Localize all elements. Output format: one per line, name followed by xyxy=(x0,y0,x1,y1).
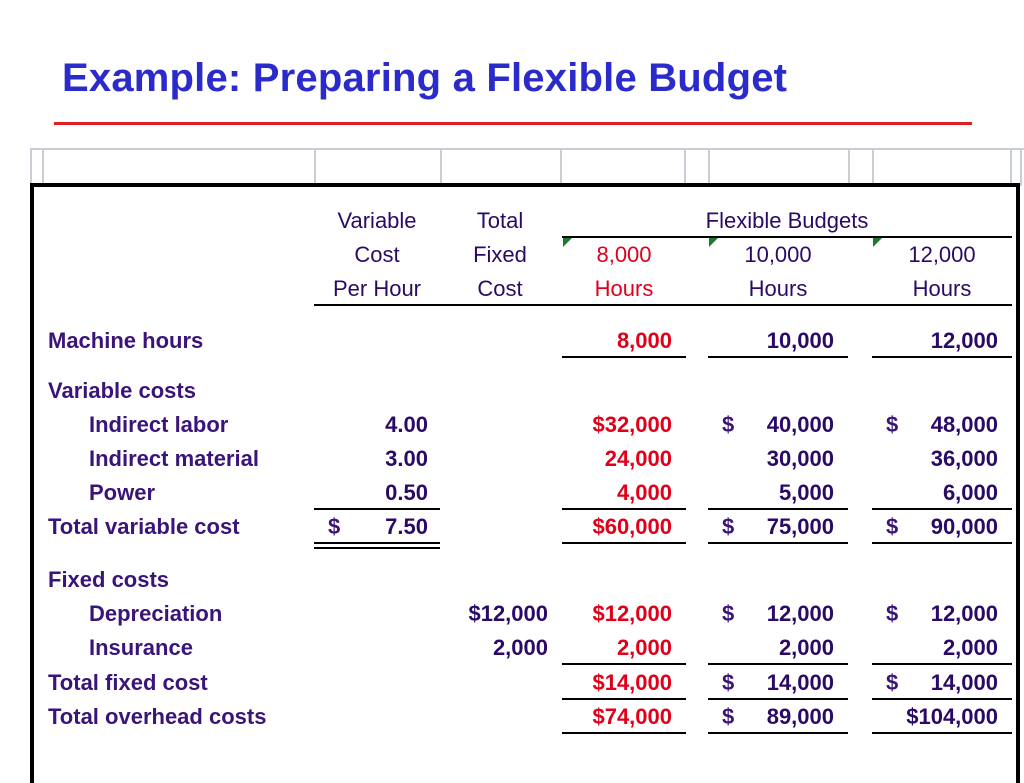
section-label: Fixed costs xyxy=(48,567,170,592)
cell-8000: $74,000 xyxy=(592,704,672,729)
cell-underline xyxy=(872,356,1012,358)
slide-title: Example: Preparing a Flexible Budget xyxy=(62,56,788,100)
row-label: Indirect labor xyxy=(89,412,229,437)
header-variable-3: Per Hour xyxy=(332,276,422,301)
dollar-sign: $ xyxy=(886,412,899,437)
cell-underline xyxy=(708,356,848,358)
dollar-sign: $ xyxy=(722,601,735,626)
dollar-sign: $ xyxy=(722,670,735,695)
cell-fixed: 2,000 xyxy=(492,635,548,660)
cell-10000: 14,000 xyxy=(766,670,834,695)
cell-12000: 14,000 xyxy=(930,670,998,695)
double-underline xyxy=(314,542,440,544)
cell-underline xyxy=(562,542,686,544)
dollar-sign: $ xyxy=(886,601,899,626)
row-label: Machine hours xyxy=(48,328,204,353)
header-12000: 12,000 xyxy=(908,242,976,267)
row-label: Total fixed cost xyxy=(48,670,208,695)
dollar-sign: $ xyxy=(722,704,735,729)
cell-rate: 3.00 xyxy=(385,446,428,471)
cell-10000: 75,000 xyxy=(766,514,834,539)
cell-8000: $60,000 xyxy=(592,514,672,539)
cell-10000: 30,000 xyxy=(766,446,834,471)
cell-underline xyxy=(708,698,848,700)
header-rule xyxy=(314,304,1012,306)
cell-underline xyxy=(708,508,848,510)
cell-underline xyxy=(562,732,686,734)
row-label: Insurance xyxy=(89,635,193,660)
cell-10000: 40,000 xyxy=(766,412,834,437)
cell-12000: 48,000 xyxy=(930,412,998,437)
cell-10000: 12,000 xyxy=(766,601,834,626)
header-variable-1: Variable xyxy=(337,208,417,233)
cell-underline xyxy=(872,732,1012,734)
dollar-sign: $ xyxy=(886,514,899,539)
header-10000-hours: Hours xyxy=(748,276,808,301)
dollar-sign: $ xyxy=(886,670,899,695)
dollar-sign: $ xyxy=(722,412,735,437)
cell-fixed: $12,000 xyxy=(468,601,548,626)
cell-12000: 2,000 xyxy=(942,635,998,660)
row-label: Power xyxy=(89,480,156,505)
cell-10000: 89,000 xyxy=(766,704,834,729)
cell-12000: 36,000 xyxy=(930,446,998,471)
header-8000-hours: Hours xyxy=(594,276,654,301)
cell-10000: 2,000 xyxy=(778,635,834,660)
cell-12000: 12,000 xyxy=(930,328,998,353)
double-underline xyxy=(314,547,440,549)
spreadsheet-grid xyxy=(0,148,1024,186)
cell-underline xyxy=(562,698,686,700)
cell-rate: 4.00 xyxy=(385,412,428,437)
cell-12000: 12,000 xyxy=(930,601,998,626)
cell-underline xyxy=(562,508,686,510)
cell-rate: 0.50 xyxy=(385,480,428,505)
header-fixed-1: Total xyxy=(476,208,524,233)
cell-underline xyxy=(314,508,440,510)
title-underline xyxy=(54,122,972,125)
cell-underline xyxy=(708,542,848,544)
header-12000-hours: Hours xyxy=(912,276,972,301)
row-label: Total overhead costs xyxy=(48,704,267,729)
cell-underline xyxy=(872,663,1012,665)
cell-underline xyxy=(708,663,848,665)
header-8000: 8,000 xyxy=(596,242,652,267)
cell-underline xyxy=(872,508,1012,510)
cell-8000: $12,000 xyxy=(592,601,672,626)
cell-12000: 6,000 xyxy=(942,480,998,505)
cell-8000: 8,000 xyxy=(616,328,672,353)
cell-10000: 10,000 xyxy=(766,328,834,353)
cell-rate: 7.50 xyxy=(385,514,428,539)
header-10000: 10,000 xyxy=(744,242,812,267)
cell-8000: 2,000 xyxy=(616,635,672,660)
header-fixed-2: Fixed xyxy=(473,242,527,267)
dollar-sign: $ xyxy=(722,514,735,539)
flexible-budgets-rule xyxy=(562,236,1012,238)
cell-underline xyxy=(872,698,1012,700)
cell-12000: 90,000 xyxy=(930,514,998,539)
cell-8000: $32,000 xyxy=(592,412,672,437)
section-label: Variable costs xyxy=(48,378,196,403)
cell-underline xyxy=(562,356,686,358)
cell-8000: $14,000 xyxy=(592,670,672,695)
row-label: Indirect material xyxy=(89,446,259,471)
cell-underline xyxy=(872,542,1012,544)
row-label: Total variable cost xyxy=(48,514,240,539)
cell-8000: 4,000 xyxy=(616,480,672,505)
header-flexible-budgets: Flexible Budgets xyxy=(705,208,869,233)
header-variable-2: Cost xyxy=(354,242,400,267)
cell-underline xyxy=(708,732,848,734)
row-label: Depreciation xyxy=(89,601,223,626)
dollar-sign: $ xyxy=(328,514,341,539)
header-fixed-3: Cost xyxy=(477,276,523,301)
cell-10000: 5,000 xyxy=(778,480,834,505)
cell-underline xyxy=(562,663,686,665)
cell-8000: 24,000 xyxy=(604,446,672,471)
cell-12000: $104,000 xyxy=(906,704,998,729)
